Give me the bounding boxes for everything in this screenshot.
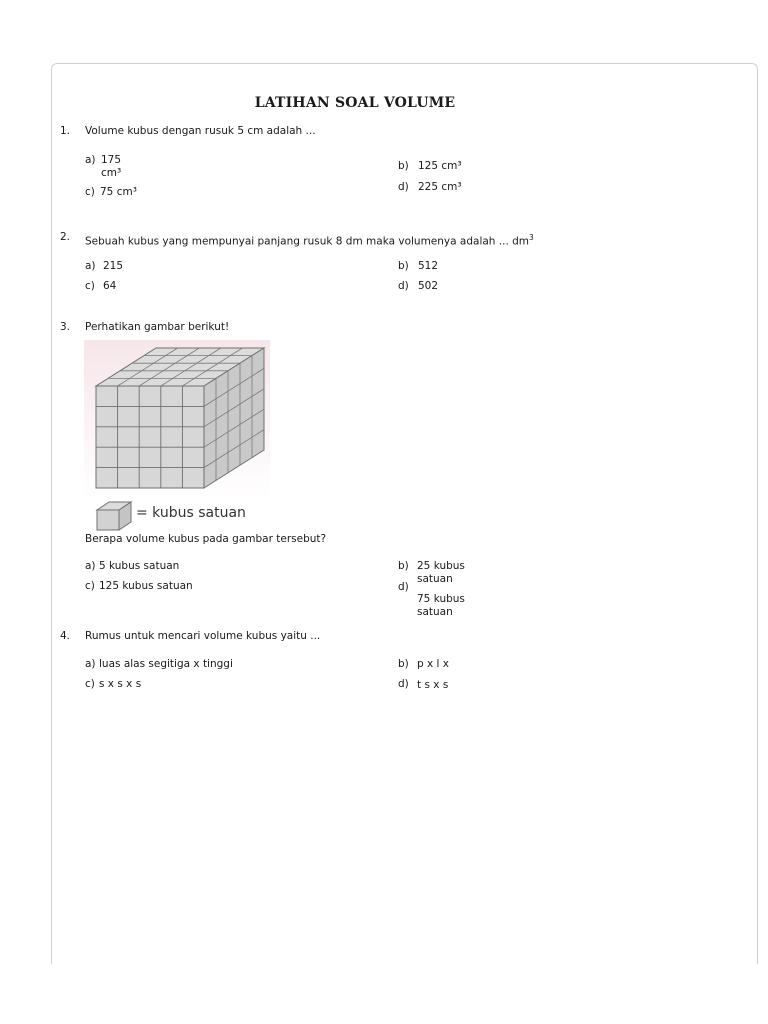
question-1-option-b-label: b) [398,160,409,172]
question-2-option-b-label: b) [398,260,409,272]
question-4-option-b-text: p x l x [417,658,450,670]
question-2-option-c-label: c) [85,280,95,292]
question-3-text: Perhatikan gambar berikut! [85,321,230,333]
question-2-option-b-text: 512 [418,260,439,272]
question-3-number: 3. [60,321,71,333]
question-4-option-d-text: t s x s [417,679,449,691]
question-4-option-a-text: luas alas segitiga x tinggi [99,658,233,670]
question-3-option-a-label: a) [85,560,96,572]
question-1-option-a-label: a) [85,154,96,166]
question-2-option-a-label: a) [85,260,96,272]
question-1-option-c-label: c) [85,186,95,198]
question-2-option-c-text: 64 [103,280,117,292]
question-4-number: 4. [60,630,71,642]
question-1-number: 1. [60,125,71,137]
question-2-option-d-label: d) [398,280,409,292]
question-4-option-c-label: c) [85,678,95,690]
question-4-option-b-label: b) [398,658,409,670]
question-1-option-a-text: 175 cm³ [101,154,122,179]
figure-caption: = kubus satuan [136,505,246,521]
question-2-number: 2. [60,231,71,243]
question-4-option-c-text: s x s x s [99,678,142,690]
question-1-option-c-text: 75 cm³ [100,186,137,198]
question-1-option-d-label: d) [398,181,409,193]
question-4-option-d-label: d) [398,678,409,690]
question-2-superscript: 3 [529,233,534,242]
question-3-subtext: Berapa volume kubus pada gambar tersebut? [85,533,327,545]
cube-illustration [84,340,270,532]
question-3-option-a-text: 5 kubus satuan [99,560,180,572]
question-4-text: Rumus untuk mencari volume kubus yaitu ... [85,630,321,642]
question-2-option-d-text: 502 [418,280,439,292]
question-4-option-a-label: a) [85,658,96,670]
question-1-option-d-text: 225 cm³ [418,181,462,193]
question-1-option-b-text: 125 cm³ [418,160,462,172]
document-title: LATIHAN SOAL VOLUME [254,95,456,111]
unit-cube-icon [97,502,131,530]
question-3-option-b-text: 25 kubus satuan [417,560,465,585]
question-2-text-line [85,231,534,249]
question-3-option-d-text: 75 kubus satuan [417,593,465,618]
question-3-option-b-label: b) [398,560,409,572]
question-1-text: Volume kubus dengan rusuk 5 cm adalah ... [85,125,316,137]
question-3-option-c-label: c) [85,580,95,592]
question-2-text: Sebuah kubus yang mempunyai panjang rusuk 8 dm maka volumenya adalah ... dm [85,235,530,248]
question-2-option-a-text: 215 [103,260,124,272]
question-3-option-d-label: d) [398,581,409,593]
question-3-option-c-text: 125 kubus satuan [99,580,193,592]
